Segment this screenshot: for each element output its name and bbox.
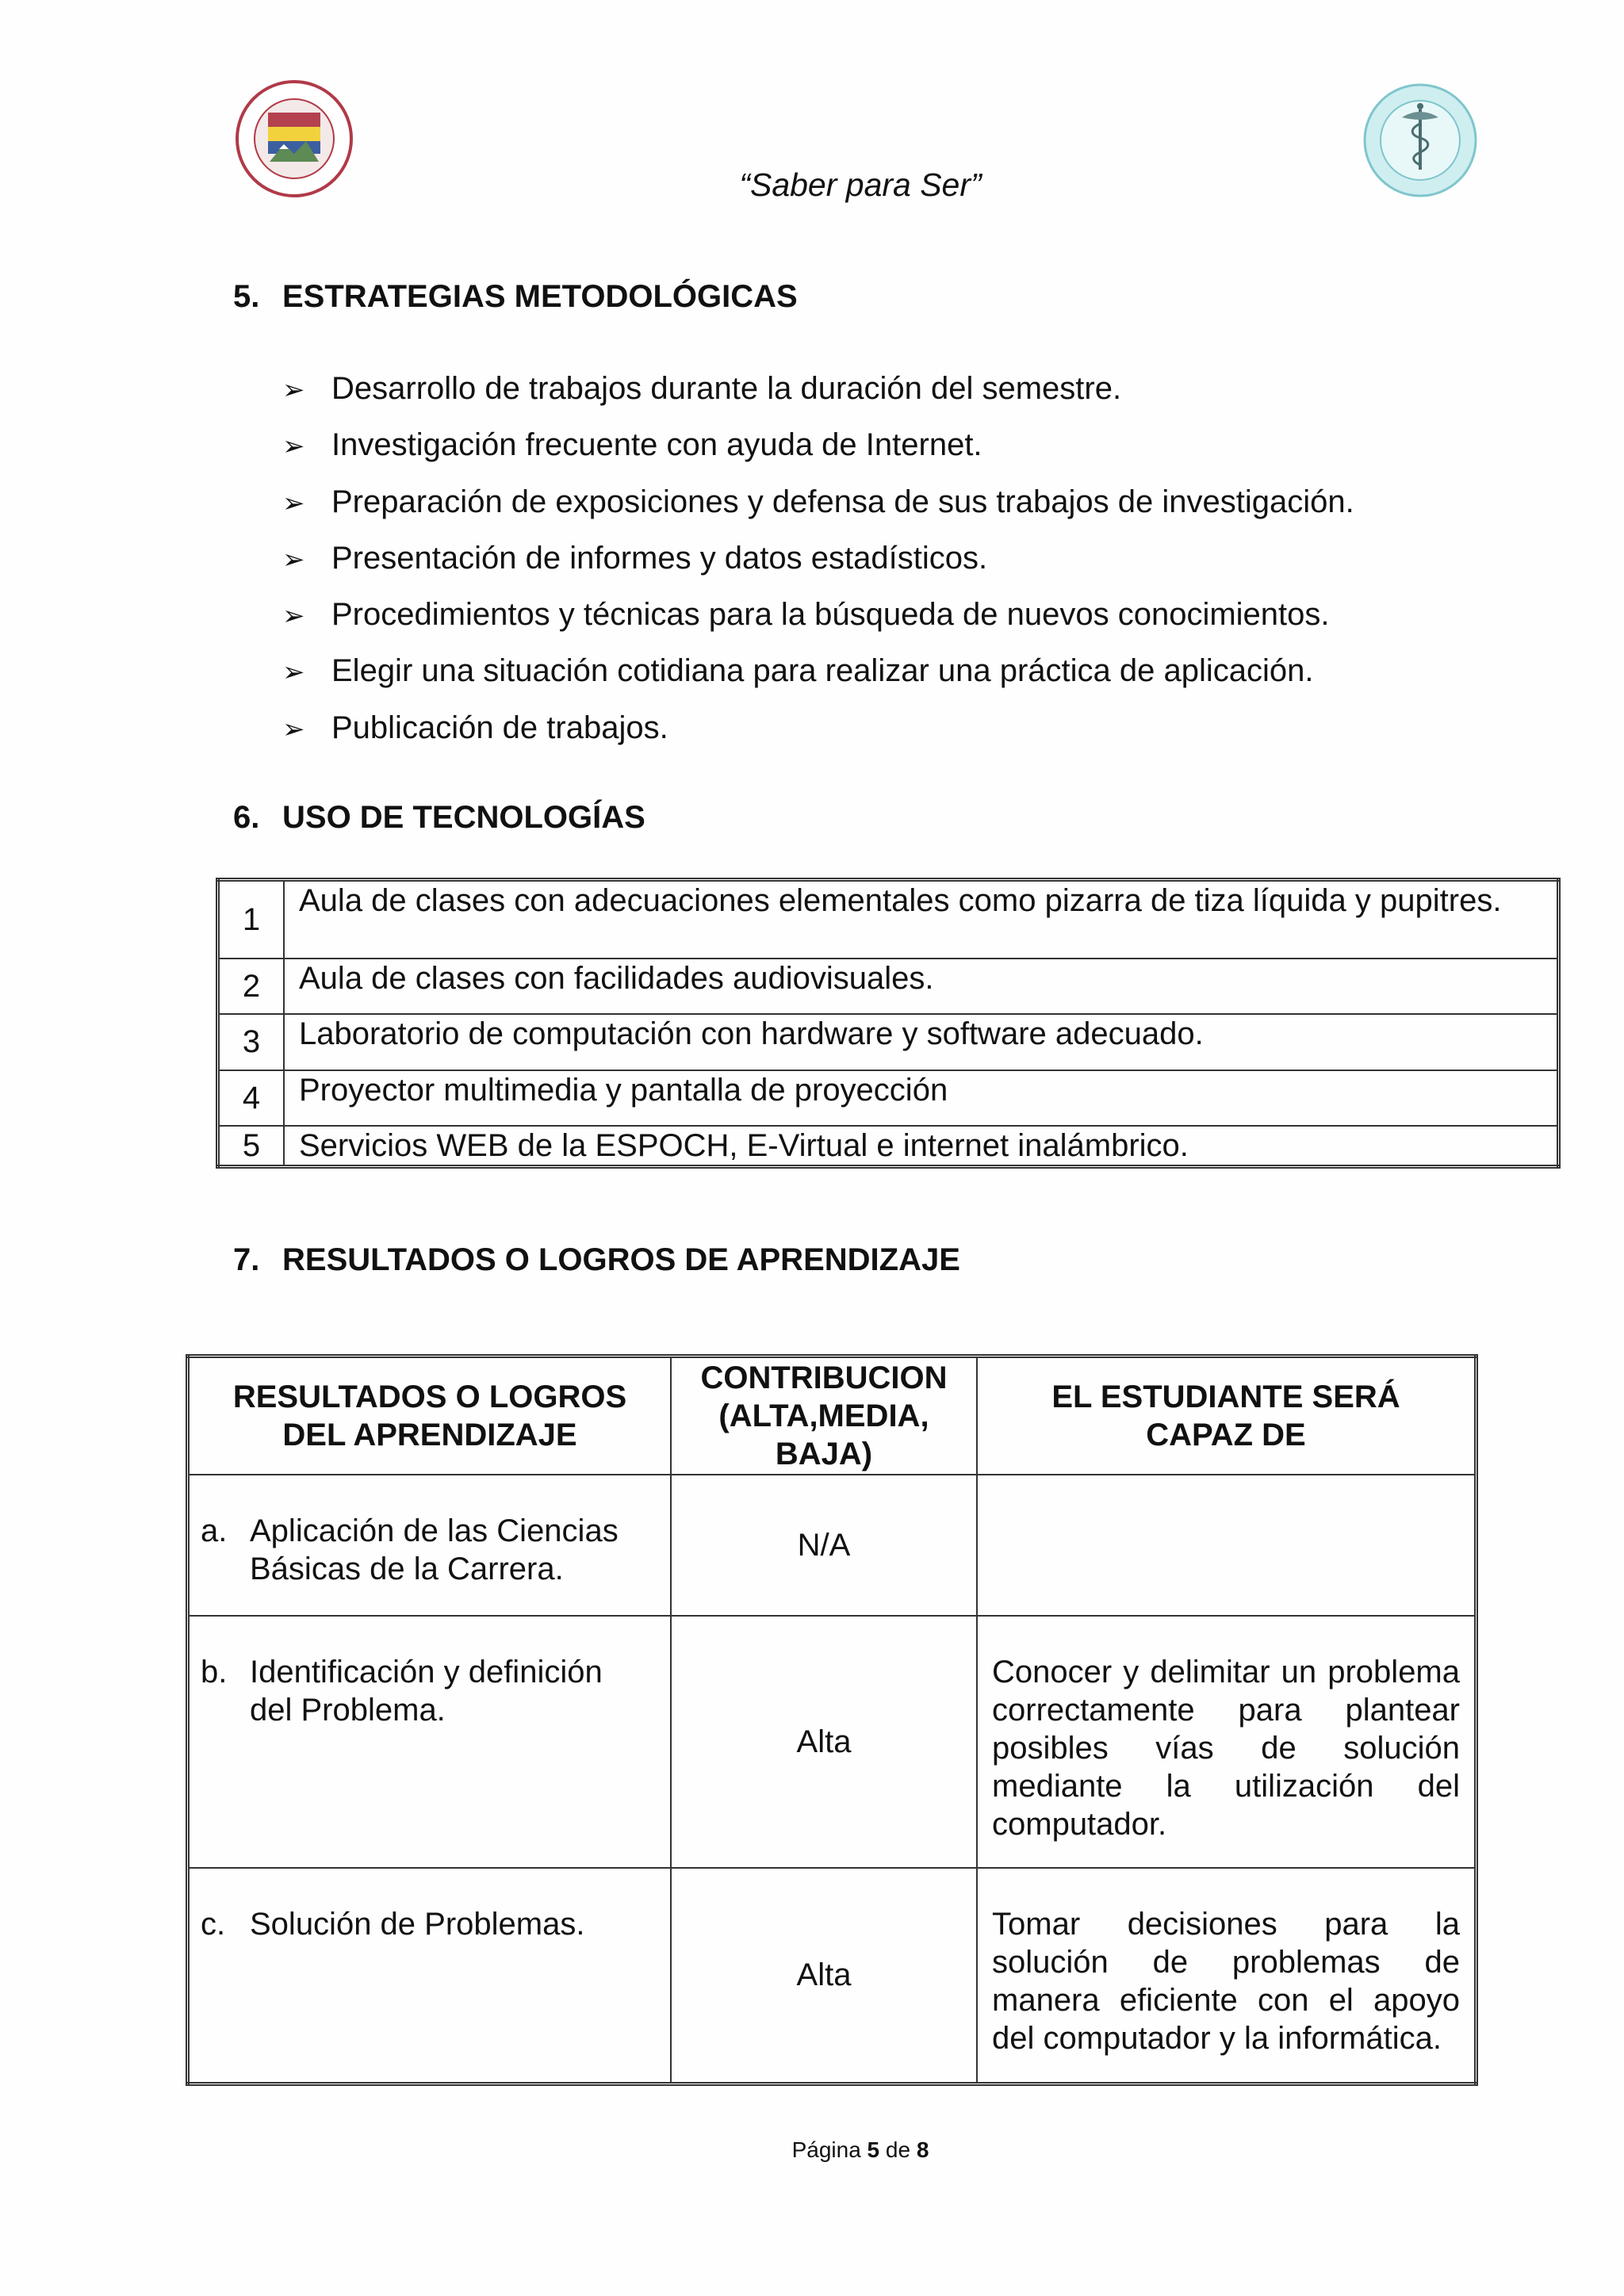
row-number: 3 xyxy=(218,1014,285,1070)
strategies-list xyxy=(282,366,1354,762)
column-header-results: RESULTADOS O LOGROS DEL APRENDIZAJE xyxy=(188,1357,672,1475)
total-pages: 8 xyxy=(916,2137,929,2162)
current-page: 5 xyxy=(867,2137,880,2162)
section-title: RESULTADOS O LOGROS DE APRENDIZAJE xyxy=(282,1242,960,1277)
arrow-bullet-icon: ➢ xyxy=(282,657,305,688)
table-row xyxy=(188,1475,1477,1616)
section-6-heading xyxy=(233,800,645,836)
technologies-table xyxy=(216,878,1561,1169)
list-item-text: Preparación de exposiciones y defensa de sus trabajos de investigación. xyxy=(331,484,1354,519)
page-label: Página xyxy=(791,2137,861,2162)
page-footer xyxy=(0,2137,1624,2163)
arrow-bullet-icon: ➢ xyxy=(282,375,305,405)
section-number: 5. xyxy=(233,279,260,314)
arrow-bullet-icon: ➢ xyxy=(282,601,305,632)
table-row xyxy=(218,1014,1559,1070)
list-item xyxy=(282,706,1354,762)
result-cell: c. Solución de Problemas. xyxy=(188,1868,672,2084)
section-7-heading xyxy=(233,1242,960,1278)
list-item-text: Investigación frecuente con ayuda de Internet. xyxy=(331,427,982,463)
row-text: Aula de clases con adecuaciones elementales como pizarra de tiza líquida y pupitres. xyxy=(284,880,1559,959)
list-item-text: Procedimientos y técnicas para la búsqueda de nuevos conocimientos. xyxy=(331,597,1330,633)
list-item-text: Presentación de informes y datos estadísticos. xyxy=(331,540,988,576)
row-text: Servicios WEB de la ESPOCH, E-Virtual e internet inalámbrico. xyxy=(284,1126,1559,1167)
row-text: Proyector multimedia y pantalla de proyección xyxy=(284,1070,1559,1126)
contribution-cell: Alta xyxy=(671,1868,977,2084)
table-row xyxy=(218,959,1559,1014)
table-row xyxy=(188,1616,1477,1868)
section-title: ESTRATEGIAS METODOLÓGICAS xyxy=(282,279,798,314)
list-item-text: Elegir una situación cotidiana para realizar una práctica de aplicación. xyxy=(331,653,1314,689)
capable-cell: Conocer y delimitar un problema correctamente para plantear posibles vías de solución mediante la utilización del computador. xyxy=(977,1616,1477,1868)
row-number: 2 xyxy=(218,959,285,1014)
arrow-bullet-icon: ➢ xyxy=(282,544,305,575)
row-text: Aula de clases con facilidades audiovisuales. xyxy=(284,959,1559,1014)
column-header-capable: EL ESTUDIANTE SERÁ CAPAZ DE xyxy=(977,1357,1477,1475)
result-cell: a. Aplicación de las Ciencias Básicas de la Carrera. xyxy=(188,1475,672,1616)
section-title: USO DE TECNOLOGÍAS xyxy=(282,800,645,835)
row-number: 1 xyxy=(218,880,285,959)
arrow-bullet-icon: ➢ xyxy=(282,431,305,462)
table-row xyxy=(218,880,1559,959)
section-number: 6. xyxy=(233,800,260,835)
list-item xyxy=(282,592,1354,649)
list-item-text: Publicación de trabajos. xyxy=(331,710,668,745)
motto-heading: “Saber para Ser” xyxy=(739,166,982,203)
table-header-row xyxy=(188,1357,1477,1475)
list-item-text: Desarrollo de trabajos durante la duración del semestre. xyxy=(331,371,1122,406)
list-item xyxy=(282,480,1354,536)
row-number: 4 xyxy=(218,1070,285,1126)
column-header-contribution: CONTRIBUCION (ALTA,MEDIA, BAJA) xyxy=(671,1357,977,1475)
capable-cell: Tomar decisiones para la solución de problemas de manera eficiente con el apoyo del computador y la informática. xyxy=(977,1868,1477,2084)
page-of-label: de xyxy=(885,2137,911,2162)
table-row xyxy=(218,1070,1559,1126)
arrow-bullet-icon: ➢ xyxy=(282,714,305,744)
section-number: 7. xyxy=(233,1242,260,1277)
learning-outcomes-table xyxy=(186,1354,1478,2086)
result-cell: b. Identificación y definición del Problema. xyxy=(188,1616,672,1868)
list-item xyxy=(282,366,1354,423)
contribution-cell: N/A xyxy=(671,1475,977,1616)
row-text: Laboratorio de computación con hardware y software adecuado. xyxy=(284,1014,1559,1070)
arrow-bullet-icon: ➢ xyxy=(282,488,305,519)
row-number: 5 xyxy=(218,1126,285,1167)
capable-cell xyxy=(977,1475,1477,1616)
section-5-heading xyxy=(233,279,798,315)
table-row xyxy=(188,1868,1477,2084)
table-row xyxy=(218,1126,1559,1167)
contribution-cell: Alta xyxy=(671,1616,977,1868)
list-item xyxy=(282,536,1354,592)
list-item xyxy=(282,423,1354,479)
list-item xyxy=(282,649,1354,705)
